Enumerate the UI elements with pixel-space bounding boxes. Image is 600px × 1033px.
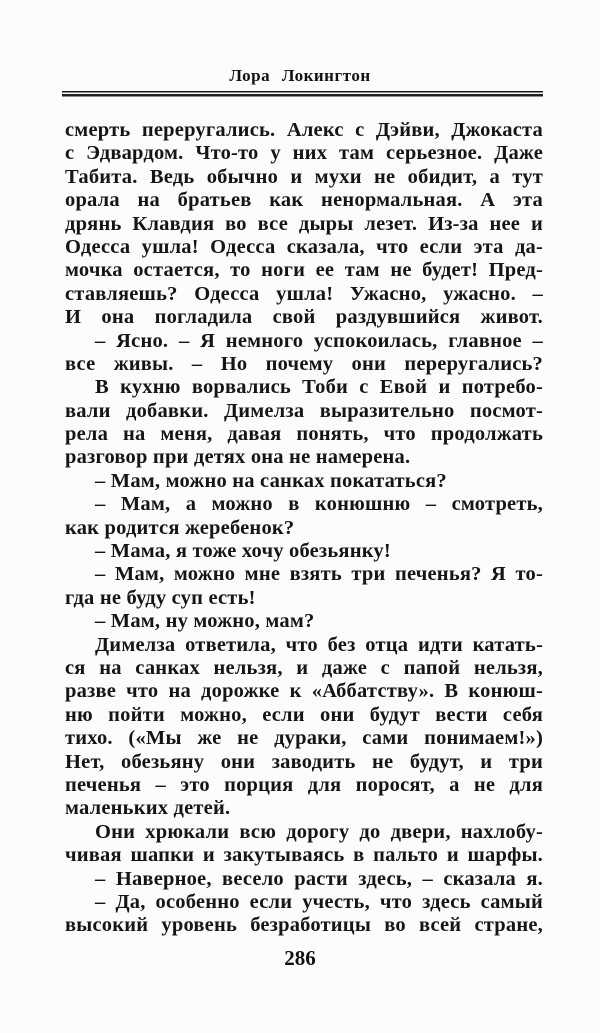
text-line: тихо. («Мы же не дураки, сами понимаем!») xyxy=(65,727,543,750)
text-line: Димелза ответила, что без отца идти катать- xyxy=(95,633,543,656)
text-line: – Наверное, весело расти здесь, – сказала я. xyxy=(95,867,543,890)
text-line: орала на братьев как ненормальная. А эта xyxy=(65,189,543,212)
text-line: разговор при детях она не намерена. xyxy=(65,446,411,469)
page-number: 286 xyxy=(284,946,316,970)
text-line: Одесса ушла! Одесса сказала, что если эта да- xyxy=(65,235,543,258)
text-line: – Ясно. – Я немного успокоилась, главное – xyxy=(95,329,543,352)
text-line: – Мама, я тоже хочу обезьянку! xyxy=(95,540,391,563)
text-line: все живы. – Но почему они переругались? xyxy=(65,352,543,375)
text-line: с Эдвардом. Что-то у них там серьезное. Даже xyxy=(65,142,543,165)
text-line: дрянь Клавдия во все дыры лезет. Из-за нее и xyxy=(65,212,543,235)
text-line: вали добавки. Димелза выразительно посмот- xyxy=(65,399,543,422)
text-line: чивая шапки и закутываясь в пальто и шарфы. xyxy=(65,844,543,867)
text-line: мочка остается, то ноги ее там не будет! Пред- xyxy=(65,259,543,282)
header-rule xyxy=(62,91,543,97)
text-line: маленьких детей. xyxy=(65,797,231,820)
body-text xyxy=(65,119,543,938)
text-line: И она погладила свой раздувшийся живот. xyxy=(65,306,543,329)
text-line: разве что на дорожке к «Аббатству». В конюш- xyxy=(65,680,543,703)
text-line: гда не буду суп есть! xyxy=(65,586,256,609)
text-line: рела на меня, давая понять, что продолжать xyxy=(65,423,543,446)
text-line: смерть переругались. Алекс с Дэйви, Джокаста xyxy=(65,119,543,141)
text-line: В кухню ворвались Тоби с Евой и потребо- xyxy=(95,376,543,399)
text-line: – Мам, ну можно, мам? xyxy=(95,610,315,633)
text-line: – Мам, а можно в конюшню – смотреть, xyxy=(95,493,543,516)
text-line: ню пойти можно, если они будут вести себя xyxy=(65,703,543,726)
text-line: – Мам, можно на санках покататься? xyxy=(95,469,447,492)
text-line: высокий уровень безработицы во всей стране, xyxy=(65,914,543,937)
text-line: – Да, особенно если учесть, что здесь самый xyxy=(95,890,543,913)
text-line: Табита. Ведь обычно и мухи не обидит, а тут xyxy=(65,165,543,188)
text-line: ставляешь? Одесса ушла! Ужасно, ужасно. – xyxy=(65,282,543,305)
text-line: ся на санках нельзя, и даже с папой нельзя, xyxy=(65,656,543,679)
text-line: как родится жеребенок? xyxy=(65,516,295,539)
text-line: Они хрюкали всю дорогу до двери, нахлобу- xyxy=(95,820,543,843)
text-line: печенья – это порция для поросят, а не для xyxy=(65,773,543,796)
text-line: Нет, обезьяну они заводить не будут, и три xyxy=(65,750,543,773)
text-line: – Мам, можно мне взять три печенья? Я то- xyxy=(95,563,543,586)
running-header: Лора Локингтон xyxy=(229,66,371,85)
